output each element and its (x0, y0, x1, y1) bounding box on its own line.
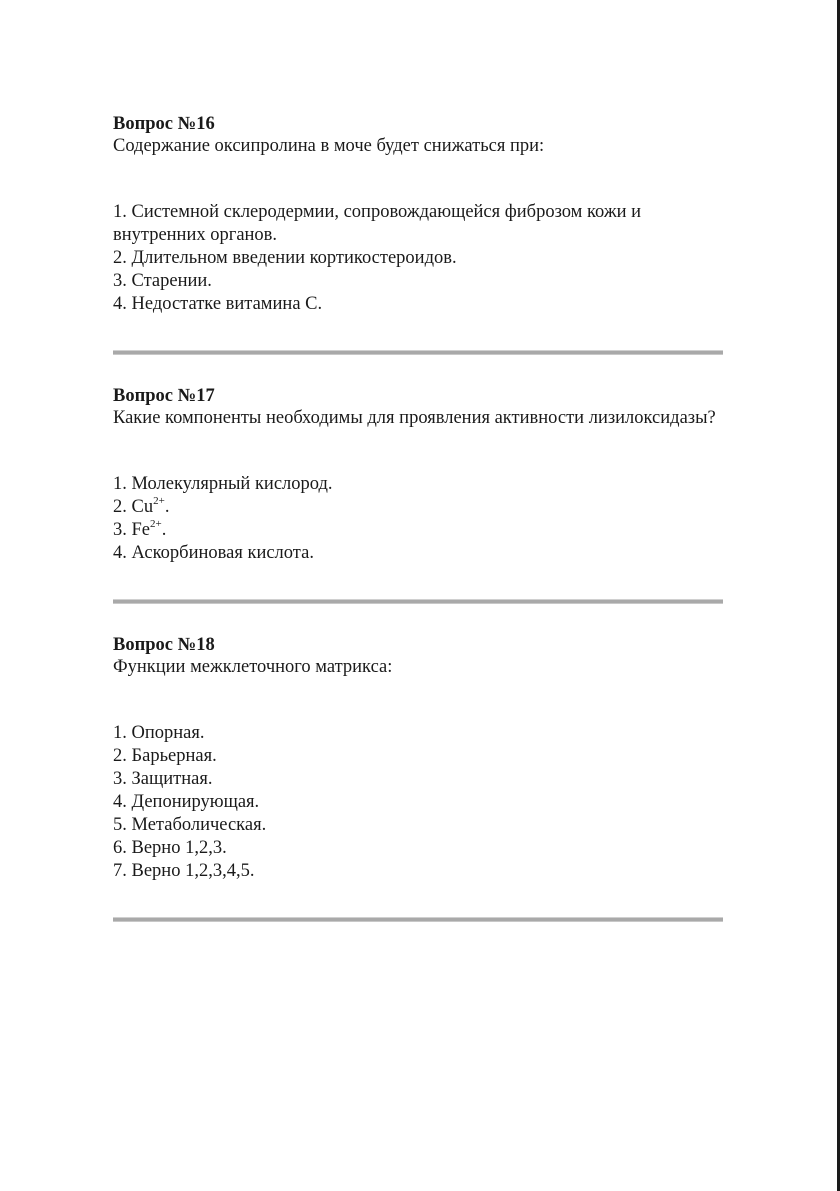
question-17 (113, 385, 725, 565)
answer-item: 5. Метаболическая. (113, 815, 267, 835)
answer-item: 1. Молекулярный кислород. (113, 474, 333, 494)
answer-list (113, 201, 725, 316)
question-title: Вопрос №16 (113, 114, 215, 134)
answer-item: 2. Длительном введении кортикостероидов. (113, 248, 457, 268)
question-title: Вопрос №18 (113, 635, 215, 655)
answer-item: 2. Барьерная. (113, 746, 217, 766)
answer-list (113, 473, 725, 565)
answer-text: 3. Fe (113, 520, 150, 540)
answer-item: 1. Системной склеродермии, сопровождающейся фиброзом кожи и внутренних органов. (113, 202, 642, 245)
answer-item: 3. Защитная. (113, 769, 213, 789)
answer-item: 4. Аскорбиновая кислота. (113, 543, 314, 563)
answer-item: 1. Опорная. (113, 723, 205, 743)
answer-list (113, 722, 725, 883)
document-body (113, 113, 725, 922)
question-18 (113, 634, 725, 883)
answer-suffix: . (161, 520, 167, 540)
superscript-charge: 2+ (150, 518, 162, 530)
answer-item: 3. Старении. (113, 271, 212, 291)
superscript-charge: 2+ (153, 495, 165, 507)
question-16 (113, 113, 725, 316)
question-text: Какие компоненты необходимы для проявления активности лизилоксидазы? (113, 408, 716, 428)
question-text: Содержание оксипролина в моче будет снижаться при: (113, 136, 545, 156)
answer-item (113, 496, 725, 519)
answer-item (113, 519, 725, 542)
answer-item: 4. Недостатке витамина С. (113, 294, 323, 314)
answer-item: 6. Верно 1,2,3. (113, 838, 227, 858)
question-title: Вопрос №17 (113, 386, 215, 406)
answer-suffix: . (164, 497, 170, 517)
answer-item: 4. Депонирующая. (113, 792, 260, 812)
answer-item: 7. Верно 1,2,3,4,5. (113, 861, 255, 881)
question-text: Функции межклеточного матрикса: (113, 657, 393, 677)
answer-text: 2. Cu (113, 497, 154, 517)
section-divider (113, 917, 723, 922)
